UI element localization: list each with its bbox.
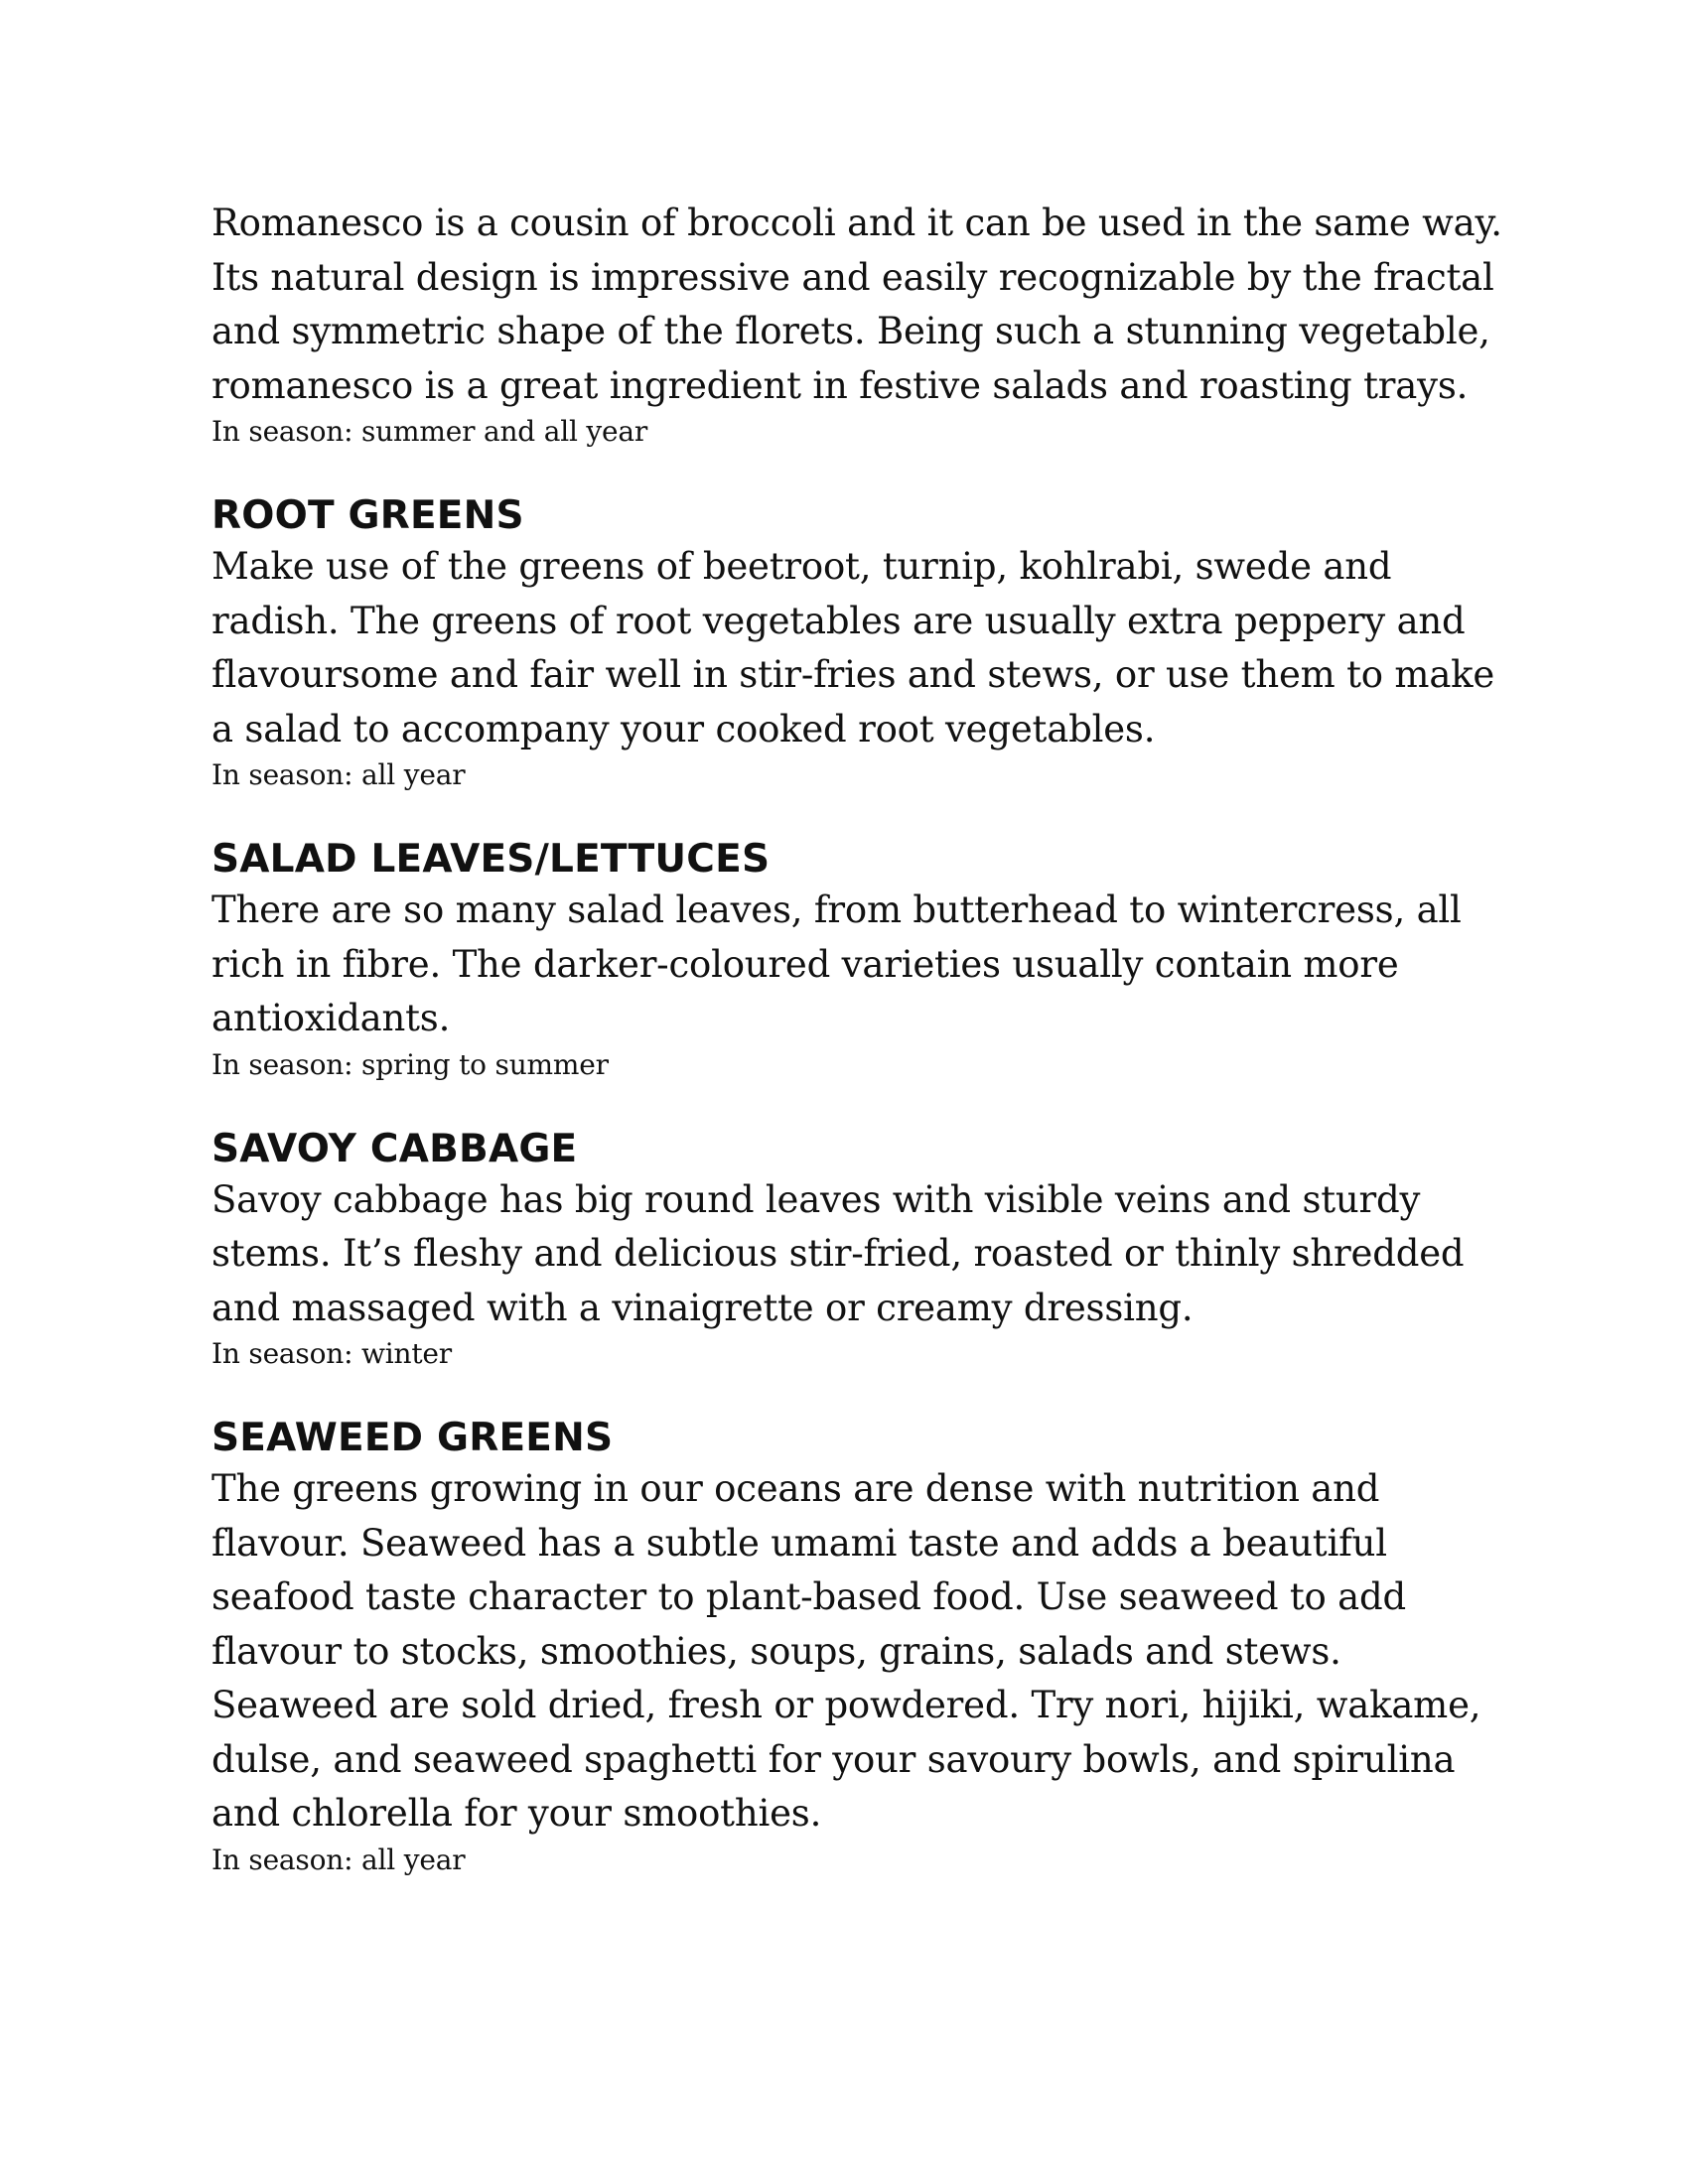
salad-leaves-season: In season: spring to summer (211, 1047, 609, 1081)
romanesco-season: In season: summer and all year (211, 415, 648, 448)
salad-leaves-description: There are so many salad leaves, from butterhead to wintercress, all rich in fibre. The darker-coloured varieties usually contain more antioxidants. (211, 888, 1462, 1039)
seaweed-greens-section (211, 1415, 1502, 1879)
seaweed-greens-season: In season: all year (211, 1843, 466, 1876)
savoy-cabbage-heading: SAVOY CABBAGE (211, 1126, 578, 1171)
seaweed-greens-heading: SEAWEED GREENS (211, 1416, 614, 1460)
seaweed-greens-description: The greens growing in our oceans are dense with nutrition and flavour. Seaweed has a subtle umami taste and adds a beautiful seafood taste character to plant-based food. Use seaweed to add flavour to stocks, smoothies, soups, grains, salads and stews. Seaweed are sold dried, fresh or powdered. Try nori, hijiki, wakame, dulse, and seaweed spaghetti for your savoury bowls, and spirulina and chlorella for your smoothies. (211, 1467, 1481, 1835)
root-greens-heading: ROOT GREENS (211, 493, 524, 538)
romanesco-section (211, 197, 1502, 451)
savoy-cabbage-section (211, 1126, 1502, 1374)
root-greens-section (211, 492, 1502, 794)
root-greens-season: In season: all year (211, 758, 466, 791)
document-page (211, 197, 1502, 1879)
savoy-cabbage-description: Savoy cabbage has big round leaves with visible veins and sturdy stems. It’s fleshy and delicious stir-fried, roasted or thinly shredded and massaged with a vinaigrette or creamy dressing. (211, 1177, 1465, 1329)
romanesco-description: Romanesco is a cousin of broccoli and it can be used in the same way. Its natural design is impressive and easily recognizable by the fractal and symmetric shape of the florets. Being such a stunning vegetable, romanesco is a great ingredient in festive salads and roasting trays. (211, 202, 1502, 407)
salad-leaves-section (211, 836, 1502, 1084)
root-greens-description: Make use of the greens of beetroot, turnip, kohlrabi, swede and radish. The greens of root vegetables are usually extra peppery and flavoursome and fair well in stir-fries and stews, or use them to make a salad to accompany your cooked root vegetables. (211, 545, 1495, 751)
savoy-cabbage-season: In season: winter (211, 1337, 452, 1370)
salad-leaves-heading: SALAD LEAVES/LETTUCES (211, 837, 771, 882)
